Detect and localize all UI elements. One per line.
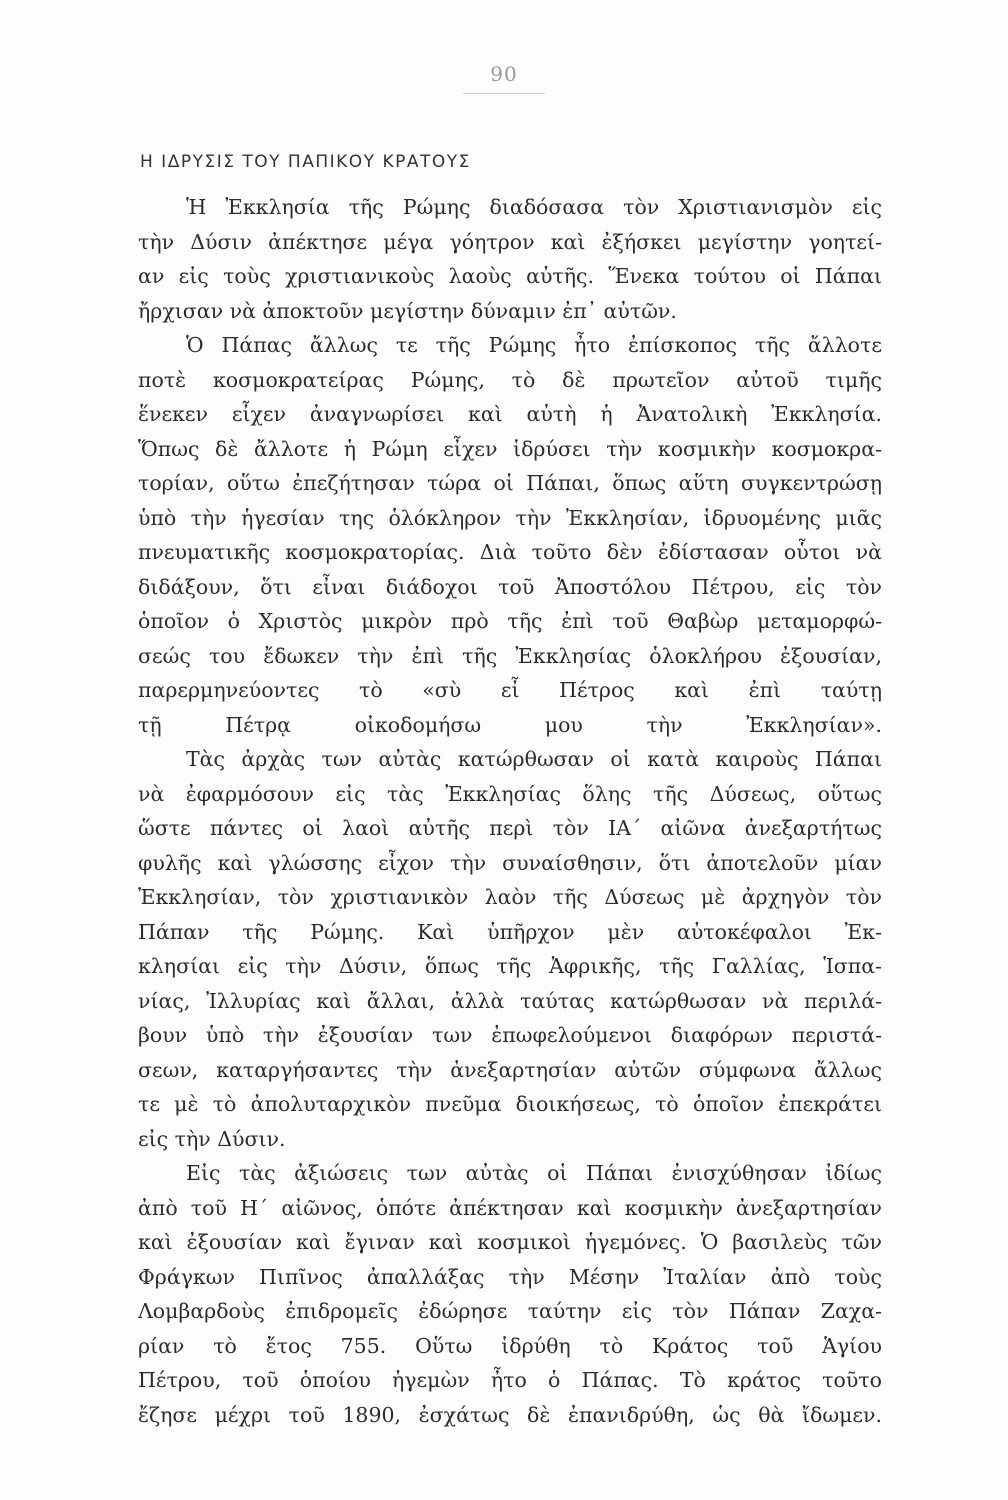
text-line: εἰς τὴν Δύσιν. bbox=[138, 1126, 286, 1151]
text-line: ὥστε πάντες οἱ λαοὶ αὐτῆς περὶ τὸν ΙΑ΄ αἰῶνα ἀνεξαρτήτως bbox=[138, 816, 882, 840]
text-line: Φράγκων Πιπῖνος ἀπαλλάξας τὴν Μέσην Ἰταλίαν ἀπὸ τοὺς bbox=[138, 1264, 882, 1289]
text-line: παρερμηνεύοντες τὸ «σὺ εἶ Πέτρος καὶ ἐπὶ ταύτῃ bbox=[138, 678, 882, 702]
text-line: σεώς του ἔδωκεν τὴν ἐπὶ τῆς Ἐκκλησίας ὁλοκλήρου ἐξουσίαν, bbox=[138, 643, 882, 668]
text-line: ρίαν τὸ ἔτος 755. Οὕτω ἱδρύθη τὸ Κράτος τοῦ Ἁγίου bbox=[138, 1333, 882, 1358]
paragraph-2 bbox=[138, 328, 882, 742]
text-line: αν εἰς τοὺς χριστιανικοὺς λαοὺς αὐτῆς. Ἕνεκα τούτου οἱ Πάπαι bbox=[138, 264, 882, 288]
text-line: Τὰς ἀρχὰς των αὐτὰς κατώρθωσαν οἱ κατὰ καιροὺς Πάπαι bbox=[186, 747, 882, 771]
text-line: τορίαν, οὕτω ἐπεζήτησαν τώρα οἱ Πάπαι, ὅπως αὕτη συγκεντρώσῃ bbox=[138, 471, 882, 495]
section-title: Η ΙΔΡΥΣΙΣ ΤΟΥ ΠΑΠΙΚΟΥ ΚΡΑΤΟΥΣ bbox=[140, 152, 471, 172]
text-line: ἔζησε μέχρι τοῦ 1890, ἐσχάτως δὲ ἐπανιδρύθη, ὡς θὰ ἴδωμεν. bbox=[138, 1402, 882, 1427]
paragraph-4 bbox=[138, 1156, 882, 1432]
page-number-rule bbox=[463, 93, 545, 94]
text-line: τὴν Δύσιν ἀπέκτησε μέγα γόητρον καὶ ἐξήσκει μεγίστην γοητεί- bbox=[138, 229, 882, 254]
text-line: τῇ Πέτρᾳ οἰκοδομήσω μου τὴν Ἐκκλησίαν». bbox=[138, 712, 882, 737]
text-line: Πάπαν τῆς Ρώμης. Καὶ ὑπῆρχον μὲν αὐτοκέφαλοι Ἐκ- bbox=[138, 919, 882, 944]
text-line: βουν ὑπὸ τὴν ἐξουσίαν των ἐπωφελούμενοι διαφόρων περιστά- bbox=[138, 1023, 882, 1047]
text-line: σεων, καταργήσαντες τὴν ἀνεξαρτησίαν αὐτῶν σύμφωνα ἄλλως bbox=[138, 1057, 882, 1082]
text-line: ὑπὸ τὴν ἡγεσίαν της ὁλόκληρον τὴν Ἐκκλησίαν, ἱδρυομένης μιᾶς bbox=[138, 505, 882, 530]
text-line: τε μὲ τὸ ἀπολυταρχικὸν πνεῦμα διοικήσεως, τὸ ὁποῖον ἐπεκράτει bbox=[138, 1092, 882, 1116]
text-line: Ὅπως δὲ ἄλλοτε ἡ Ρώμη εἶχεν ἱδρύσει τὴν κοσμικὴν κοσμοκρα- bbox=[138, 436, 882, 461]
paragraph-3 bbox=[138, 742, 882, 1156]
text-line: Ὁ Πάπας ἄλλως τε τῆς Ρώμης ἦτο ἐπίσκοπος τῆς ἄλλοτε bbox=[186, 333, 882, 357]
text-line: Λομβαρδοὺς ἐπιδρομεῖς ἐδώρησε ταύτην εἰς τὸν Πάπαν Ζαχα- bbox=[138, 1299, 882, 1323]
text-line: πνευματικῆς κοσμοκρατορίας. Διὰ τοῦτο δὲν ἐδίστασαν οὗτοι νὰ bbox=[138, 540, 882, 564]
paragraph-1 bbox=[138, 190, 882, 328]
text-line: ποτὲ κοσμοκρατείρας Ρώμης, τὸ δὲ πρωτεῖον αὐτοῦ τιμῆς bbox=[138, 367, 882, 392]
text-line: Εἰς τὰς ἀξιώσεις των αὐτὰς οἱ Πάπαι ἐνισχύθησαν ἰδίως bbox=[186, 1161, 882, 1185]
text-line: νίας, Ἰλλυρίας καὶ ἄλλαι, ἀλλὰ ταύτας κατώρθωσαν νὰ περιλά- bbox=[138, 988, 882, 1013]
text-line: ἤρχισαν νὰ ἀποκτοῦν μεγίστην δύναμιν ἐπ᾽ αὐτῶν. bbox=[138, 298, 677, 323]
text-line: ἀπὸ τοῦ Η΄ αἰῶνος, ὁπότε ἀπέκτησαν καὶ κοσμικὴν ἀνεξαρτησίαν bbox=[138, 1195, 882, 1220]
body-text bbox=[138, 190, 882, 1432]
text-line: διδάξουν, ὅτι εἶναι διάδοχοι τοῦ Ἀποστόλου Πέτρου, εἰς τὸν bbox=[138, 574, 882, 599]
page-number: 90 bbox=[490, 62, 518, 86]
text-line: Ἡ Ἐκκλησία τῆς Ρώμης διαδόσασα τὸν Χριστιανισμὸν εἰς bbox=[186, 195, 882, 219]
text-line: καὶ ἐξουσίαν καὶ ἔγιναν καὶ κοσμικοὶ ἡγεμόνες. Ὁ βασιλεὺς τῶν bbox=[138, 1230, 882, 1254]
text-line: νὰ ἐφαρμόσουν εἰς τὰς Ἐκκλησίας ὅλης τῆς Δύσεως, οὕτως bbox=[138, 781, 882, 806]
text-line: φυλῆς καὶ γλώσσης εἶχον τὴν συναίσθησιν, ὅτι ἀποτελοῦν μίαν bbox=[138, 850, 882, 875]
text-line: ἕνεκεν εἶχεν ἀναγνωρίσει καὶ αὐτὴ ἡ Ἀνατολικὴ Ἐκκλησία. bbox=[138, 402, 882, 426]
text-line: Ἐκκλησίαν, τὸν χριστιανικὸν λαὸν τῆς Δύσεως μὲ ἀρχηγὸν τὸν bbox=[138, 885, 882, 909]
text-line: ὁποῖον ὁ Χριστὸς μικρὸν πρὸ τῆς ἐπὶ τοῦ Θαβὼρ μεταμορφώ- bbox=[138, 609, 882, 633]
text-line: Πέτρου, τοῦ ὁποίου ἡγεμὼν ἦτο ὁ Πάπας. Τὸ κράτος τοῦτο bbox=[138, 1368, 882, 1392]
text-line: κλησίαι εἰς τὴν Δύσιν, ὅπως τῆς Ἀφρικῆς, τῆς Γαλλίας, Ἱσπα- bbox=[138, 954, 882, 978]
